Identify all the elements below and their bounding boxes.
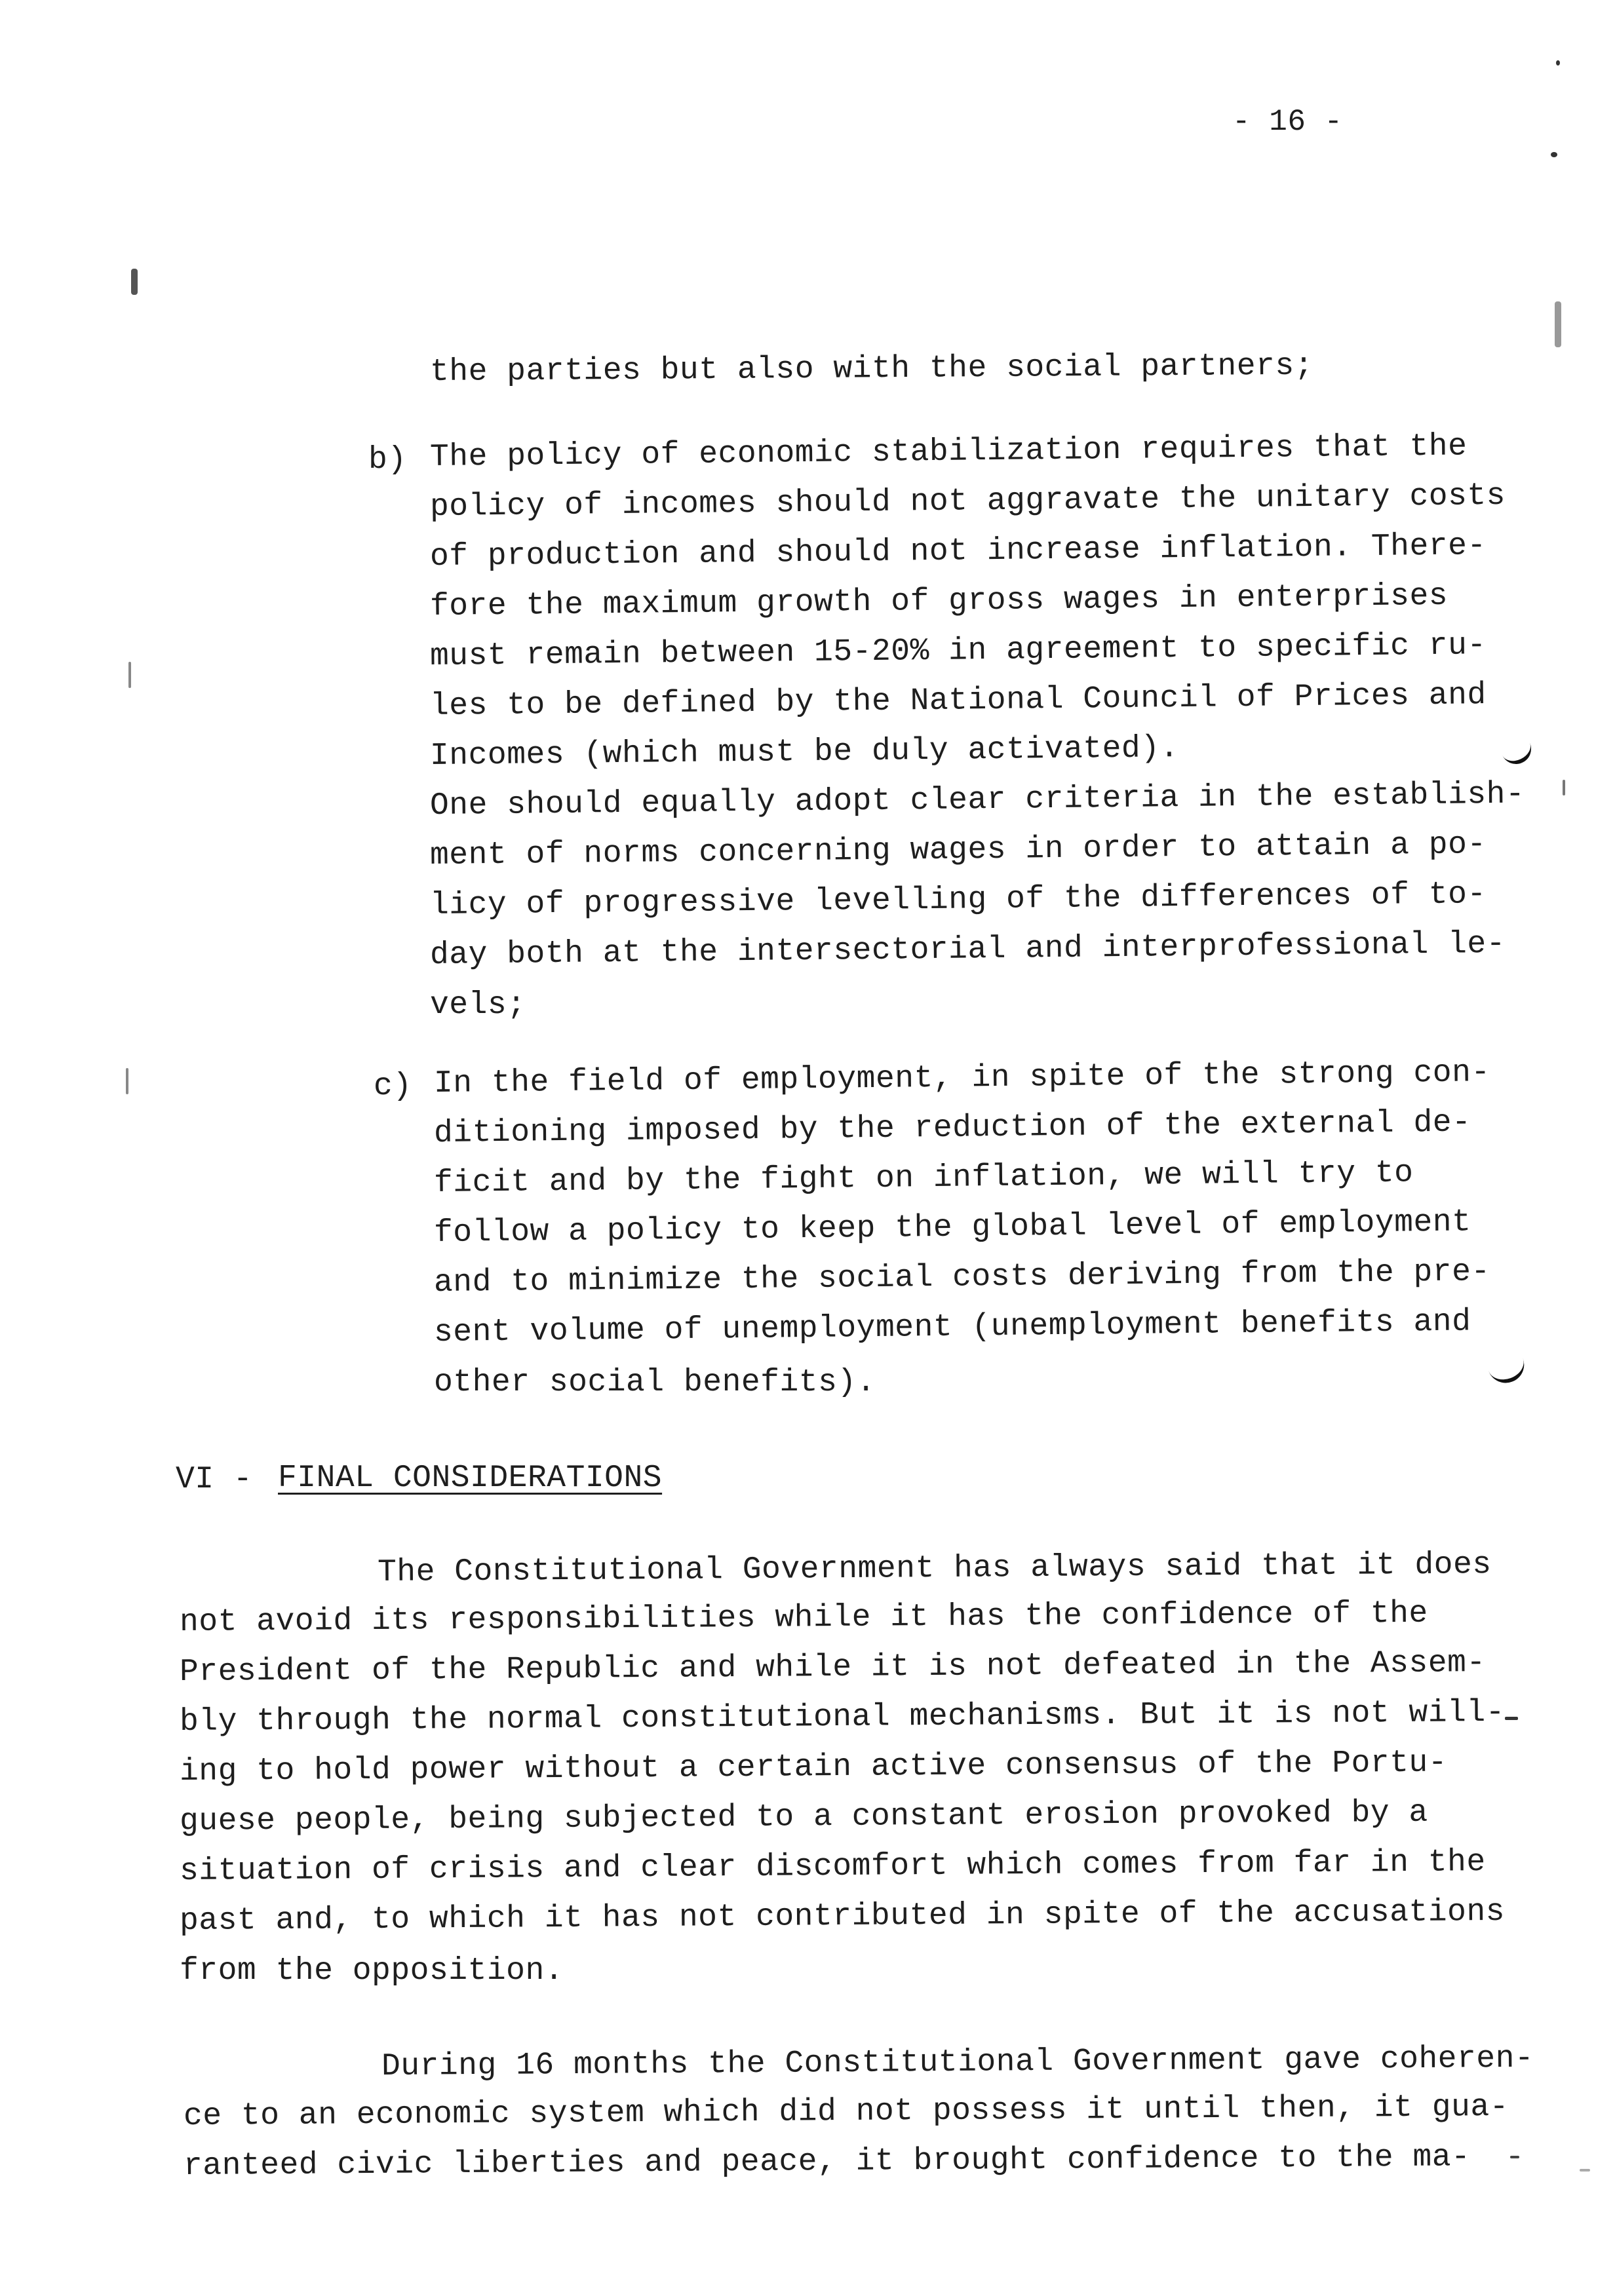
- section-number: VI -: [176, 1462, 253, 1497]
- check-mark-icon: [1496, 729, 1536, 769]
- paragraph-1-line: from the opposition.: [180, 1953, 564, 1989]
- item-b-line: day both at the intersectorial and interprofessional le-: [429, 926, 1506, 973]
- paragraph-1-line: past and, to which it has not contributed in spite of the accusations: [179, 1894, 1506, 1939]
- item-c-label: c): [374, 1069, 412, 1104]
- item-b-line: must remain between 15-20% in agreement to specific ru-: [429, 628, 1487, 674]
- paragraph-1-line: situation of crisis and clear discomfort which comes from far in the: [179, 1845, 1486, 1889]
- paragraph-1-line: not avoid its responsibilities while it has the confidence of the: [179, 1596, 1428, 1640]
- item-c-line: and to minimize the social costs deriving from the pre-: [433, 1254, 1490, 1301]
- item-c-line: other social benefits).: [434, 1365, 876, 1400]
- item-c-line: sent volume of unemployment (unemployment benefits and: [433, 1304, 1471, 1350]
- scan-speck: [126, 1068, 128, 1094]
- item-b-line: The policy of economic stabilization requires that the: [429, 429, 1468, 475]
- paragraph-1-line: President of the Republic and while it is not defeated in the Assem-: [179, 1645, 1486, 1690]
- paragraph-1-line: ing to hold power without a certain active consensus of the Portu-: [179, 1745, 1448, 1789]
- item-b-line: of production and should not increase inflation. There-: [429, 528, 1487, 575]
- item-b-line: vels;: [430, 987, 526, 1023]
- item-b-line: licy of progressive levelling of the differences of to-: [429, 877, 1487, 923]
- item-b-line: One should equally adopt clear criteria in the establish-: [429, 776, 1525, 824]
- item-b-line: ment of norms concerning wages in order to attain a po-: [429, 827, 1487, 873]
- scan-speck: [1563, 780, 1565, 795]
- item-b-line: les to be defined by the National Council of Prices and: [429, 678, 1487, 724]
- item-c-line: In the field of employment, in spite of the strong con-: [433, 1055, 1490, 1101]
- page-number: - 16 -: [1232, 105, 1343, 139]
- scan-speck: [1505, 1717, 1518, 1720]
- item-c-line: ditioning imposed by the reduction of the external de-: [433, 1105, 1471, 1151]
- scan-speck: [1556, 60, 1560, 66]
- paragraph-2-line: During 16 months the Constitutional Government gave coheren-: [381, 2040, 1534, 2084]
- scan-speck: [1551, 152, 1557, 157]
- paragraph-1-line: The Constitutional Government has always said that it does: [377, 1547, 1492, 1590]
- check-mark-icon: [1486, 1351, 1529, 1388]
- scan-speck: [131, 269, 138, 295]
- section-title: FINAL CONSIDERATIONS: [278, 1461, 663, 1496]
- paragraph-2-line: ranteed civic liberties and peace, it brought confidence to the ma-: [183, 2139, 1471, 2184]
- item-c-line: ficit and by the fight on inflation, we will try to: [433, 1155, 1414, 1201]
- item-c-line: follow a policy to keep the global level of employment: [433, 1204, 1471, 1251]
- scan-speck: [128, 662, 131, 688]
- paragraph-1-line: bly through the normal constitutional mechanisms. But it is not will-: [179, 1694, 1506, 1740]
- paragraph-2-line: ce to an economic system which did not possess it until then, it gua-: [183, 2089, 1509, 2134]
- item-b-line: policy of incomes should not aggravate the unitary costs: [429, 478, 1506, 525]
- paragraph-1-line: guese people, being subjected to a constant erosion provoked by a: [179, 1795, 1428, 1839]
- scan-speck: [1510, 2156, 1519, 2158]
- continuation-line: the parties but also with the social partners;: [429, 348, 1314, 390]
- scan-speck: [1580, 2169, 1590, 2172]
- item-b-line: Incomes (which must be duly activated).: [429, 731, 1180, 774]
- item-b-line: fore the maximum growth of gross wages in enterprises: [429, 578, 1449, 624]
- scan-speck: [1555, 301, 1561, 347]
- item-b-label: b): [368, 442, 407, 478]
